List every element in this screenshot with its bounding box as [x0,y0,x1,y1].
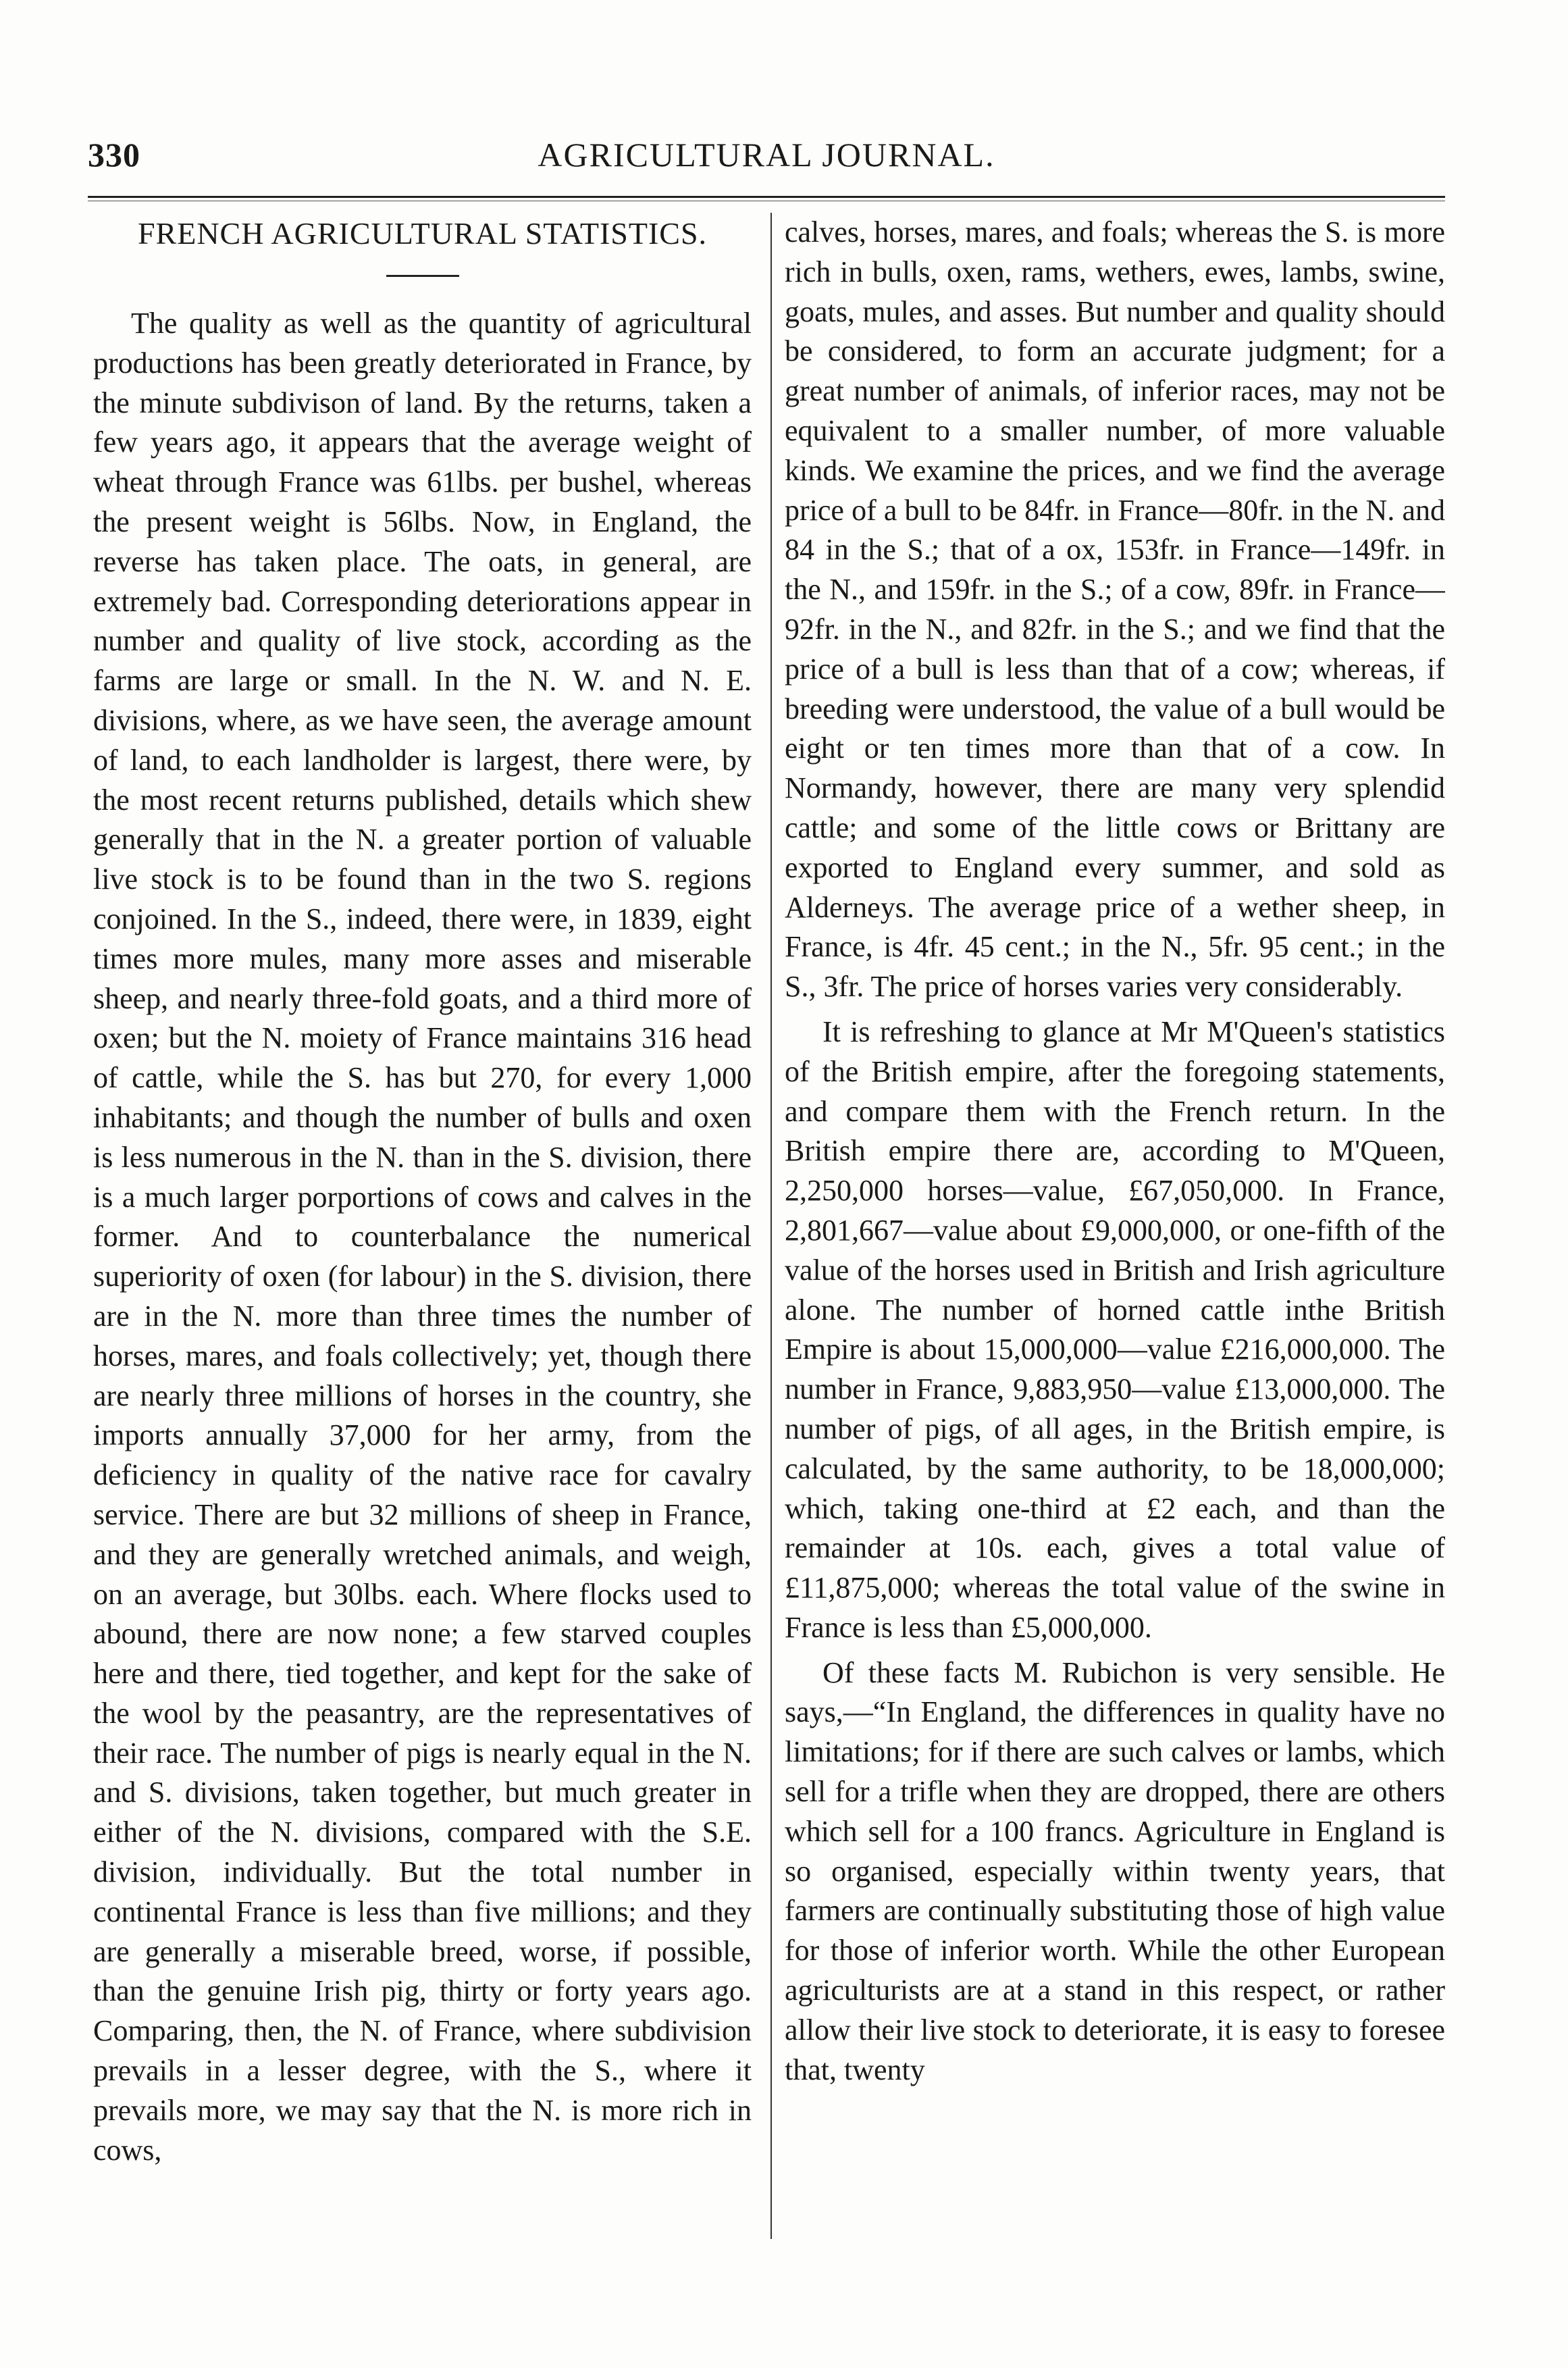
page-number: 330 [88,136,140,174]
right-paragraph-3: Of these facts M. Rubichon is very sensible. He says,—“In England, the differences in quality have no limitations; for if there are such calves or lambs, which sell for a trifle when they are dropped, there are others which sell for a 100 francs. Agriculture in England is so organised, especially within twenty years, that farmers are continually substituting those of high value for those of inferior worth. While the other European agriculturists are at a stand in this respect, or rather allow their live stock to deteriorate, it is easy to foresee that, twenty [785,1655,1445,2086]
right-paragraph-2: It is refreshing to glance at Mr M'Queen's statistics of the British empire, after the foregoing statements, and compare them with the French return. In the British empire there are, according to M'Queen, 2,250,000 horses—value, £67,050,000. In France, 2,801,667—value about £9,000,000, or one-fifth of the value of the horses used in British and Irish agriculture alone. The number of horned cattle inthe British Empire is about 15,000,000—value £216,000,000. The number in France, 9,883,950—value £13,000,000. The number of pigs, of all ages, in the British empire, is calculated, by the same authority, to be 18,000,000; which, taking one-third at £2 each, and than the remainder at 10s. each, gives a total value of £11,875,000; whereas the total value of the swine in France is less than £5,000,000. [785,1014,1445,1644]
right-column [785,213,1445,2246]
title-rule [386,275,459,277]
left-paragraph-1: The quality as well as the quantity of agricultural productions has been greatly deteriorated in France, by the minute subdivison of land. By the returns, taken a few years ago, it appears that the average weight of wheat through France was 61lbs. per bushel, whereas the present weight is 56lbs. Now, in England, the reverse has taken place. The oats, in general, are extremely bad. Corresponding deteriorations appear in number and quality of live stock, according as the farms are large or small. In the N. W. and N. E. divisions, where, as we have seen, the average amount of land, to each landholder is largest, there were, by the most recent returns published, details which shew generally that in the N. a greater portion of valuable live stock is to be found than in the two S. regions conjoined. In the S., indeed, there were, in 1839, eight times more mules, many more asses and miserable sheep, and nearly three-fold goats, and a third more of oxen; but the N. moiety of France maintains 316 head of cattle, while the S. has but 270, for every 1,000 inhabitants; and though the number of bulls and oxen is less numerous in the N. than in the S. division, there is a much larger porportions of cows and calves in the former. And to counterbalance the numerical superiority of oxen (for labour) in the S. division, there are in the N. more than three times the number of horses, mares, and foals collectively; yet, though there are nearly three millions of horses in the country, she imports annually 37,000 for her army, from the deficiency in quality of the native race for cavalry service. There are but 32 millions of sheep in France, and they are generally wretched animals, and weigh, on an average, but 30lbs. each. Where flocks used to abound, there are now none; a few starved couples here and there, tied together, and kept for the sake of the wool by the peasantry, are the representatives of their race. The number of pigs is nearly equal in the N. and S. divisions, taken together, but much greater in either of the N. divisions, compared with the S.E. division, individually. But the total number in continental France is less than five millions; and they are generally a miserable breed, worse, if possible, than the genuine Irish pig, thirty or forty years ago. Comparing, then, the N. of France, where subdivision prevails in a lesser degree, with the S., where it prevails more, we may say that the N. is more rich in cows, [93,307,752,2167]
running-head [88,135,1445,189]
journal-title: AGRICULTURAL JOURNAL. [538,136,995,174]
left-column [93,213,752,2246]
column-divider [770,213,772,2239]
right-paragraph-1: calves, horses, mares, and foals; whereas the S. is more rich in bulls, oxen, rams, wethers, ewes, lambs, swine, goats, mules, and asses. But number and quality should be considered, to form an accurate judgment; for a great number of animals, of inferior races, may not be equivalent to a smaller number, of more valuable kinds. We examine the prices, and we find the average price of a bull to be 84fr. in France—80fr. in the N. and 84 in the S.; that of a ox, 153fr. in France—149fr. in the N., and 159fr. in the S.; of a cow, 89fr. in France—92fr. in the N., and 82fr. in the S.; and we find that the price of a bull is less than that of a cow; whereas, if breeding were understood, the value of a bull would be eight or ten times more than that of a cow. In Normandy, however, there are many very splendid cattle; and some of the little cows or Brittany are exported to England every summer, and sold as Alderneys. The average price of a wether sheep, in France, is 4fr. 45 cent.; in the N., 5fr. 95 cent.; in the S., 3fr. The price of horses varies very considerably. [785,215,1445,1004]
article-title: FRENCH AGRICULTURAL STATISTICS. [137,216,708,251]
header-rule [88,196,1445,198]
